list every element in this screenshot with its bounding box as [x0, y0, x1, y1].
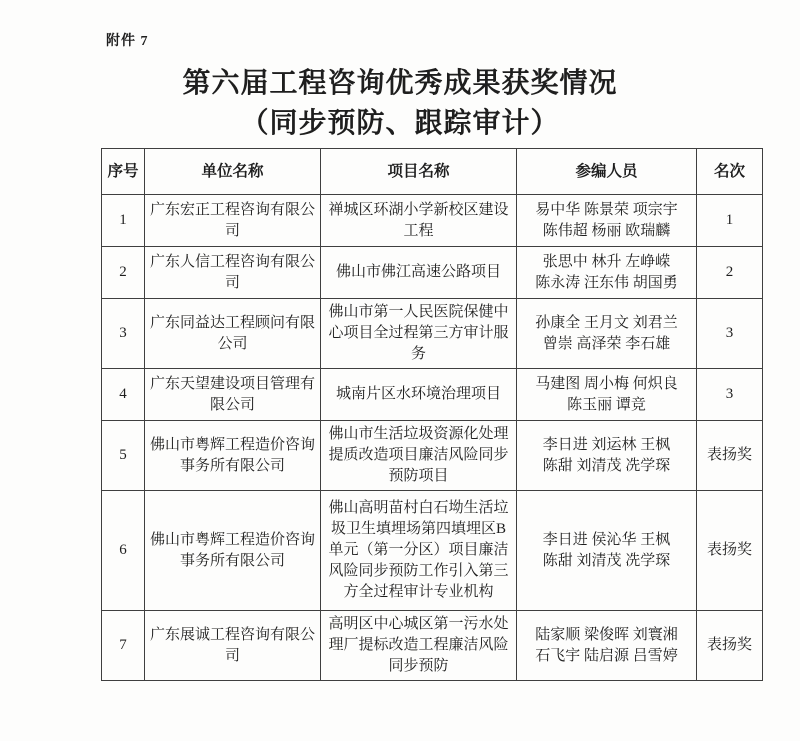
table-row [102, 369, 763, 421]
cell-no: 4 [102, 369, 145, 421]
cell-no: 5 [102, 421, 145, 491]
members-line: 张思中 林升 左峥嵘 [542, 253, 671, 270]
header-unit-name: 单位名称 [145, 149, 321, 195]
members-line: 曾崇 高泽荣 李石雄 [542, 335, 671, 352]
table-row [102, 247, 763, 299]
table-row [102, 195, 763, 247]
cell-members [517, 491, 697, 611]
cell-project: 高明区中心城区第一污水处理厂提标改造工程廉洁风险同步预防 [321, 611, 517, 681]
cell-no: 3 [102, 299, 145, 369]
cell-project: 城南片区水环境治理项目 [321, 369, 517, 421]
members-line: 马建图 周小梅 何炽良 [535, 375, 678, 392]
members-line: 陈甜 刘清茂 冼学琛 [542, 457, 671, 474]
table-row [102, 491, 763, 611]
cell-rank: 2 [697, 247, 763, 299]
cell-rank: 表扬奖 [697, 491, 763, 611]
table-row [102, 299, 763, 369]
members-line: 陆家顺 梁俊晖 刘寰湘 [535, 626, 678, 643]
table-row [102, 611, 763, 681]
cell-members [517, 611, 697, 681]
cell-project: 佛山市第一人民医院保健中心项目全过程第三方审计服务 [321, 299, 517, 369]
award-results-table [101, 148, 763, 681]
cell-project: 佛山市生活垃圾资源化处理提质改造项目廉洁风险同步预防项目 [321, 421, 517, 491]
document-title-line1: 第六届工程咨询优秀成果获奖情况 [182, 68, 618, 99]
cell-no: 6 [102, 491, 145, 611]
document-title-line2: （同步预防、跟踪审计） [240, 108, 560, 139]
cell-members [517, 421, 697, 491]
cell-unit: 广东同益达工程顾问有限公司 [145, 299, 321, 369]
cell-unit: 佛山市粤辉工程造价咨询事务所有限公司 [145, 421, 321, 491]
cell-rank: 表扬奖 [697, 611, 763, 681]
cell-members [517, 247, 697, 299]
table-row [102, 421, 763, 491]
cell-no: 7 [102, 611, 145, 681]
header-members: 参编人员 [517, 149, 697, 195]
cell-unit: 广东人信工程咨询有限公司 [145, 247, 321, 299]
cell-rank: 3 [697, 369, 763, 421]
document-title [0, 64, 800, 144]
cell-no: 2 [102, 247, 145, 299]
cell-members [517, 369, 697, 421]
cell-project: 佛山市佛江高速公路项目 [321, 247, 517, 299]
cell-rank: 1 [697, 195, 763, 247]
members-line: 易中华 陈景荣 项宗宇 [535, 201, 678, 218]
header-rank: 名次 [697, 149, 763, 195]
cell-members [517, 195, 697, 247]
table-header-row [102, 149, 763, 195]
cell-no: 1 [102, 195, 145, 247]
members-line: 陈伟超 杨丽 欧瑞麟 [542, 222, 671, 239]
members-line: 李日进 刘运林 王枫 [542, 436, 671, 453]
cell-rank: 表扬奖 [697, 421, 763, 491]
cell-project: 佛山高明苗村白石坳生活垃圾卫生填埋场第四填埋区B单元（第一分区）项目廉洁风险同步预防工作引入第三方全过程审计专业机构 [321, 491, 517, 611]
attachment-label: 附件 7 [106, 34, 149, 49]
cell-unit: 佛山市粤辉工程造价咨询事务所有限公司 [145, 491, 321, 611]
members-line: 李日进 侯沁华 王枫 [542, 531, 671, 548]
members-line: 陈永涛 汪东伟 胡国勇 [535, 274, 678, 291]
cell-rank: 3 [697, 299, 763, 369]
header-no: 序号 [102, 149, 145, 195]
members-line: 陈甜 刘清茂 冼学琛 [542, 552, 671, 569]
cell-project: 禅城区环湖小学新校区建设工程 [321, 195, 517, 247]
members-line: 石飞宇 陆启源 吕雪婷 [535, 647, 678, 664]
cell-unit: 广东展诚工程咨询有限公司 [145, 611, 321, 681]
cell-members [517, 299, 697, 369]
members-line: 孙康全 王月文 刘君兰 [535, 314, 678, 331]
members-line: 陈玉丽 谭竞 [567, 396, 646, 413]
cell-unit: 广东天望建设项目管理有限公司 [145, 369, 321, 421]
cell-unit: 广东宏正工程咨询有限公司 [145, 195, 321, 247]
header-project-name: 项目名称 [321, 149, 517, 195]
